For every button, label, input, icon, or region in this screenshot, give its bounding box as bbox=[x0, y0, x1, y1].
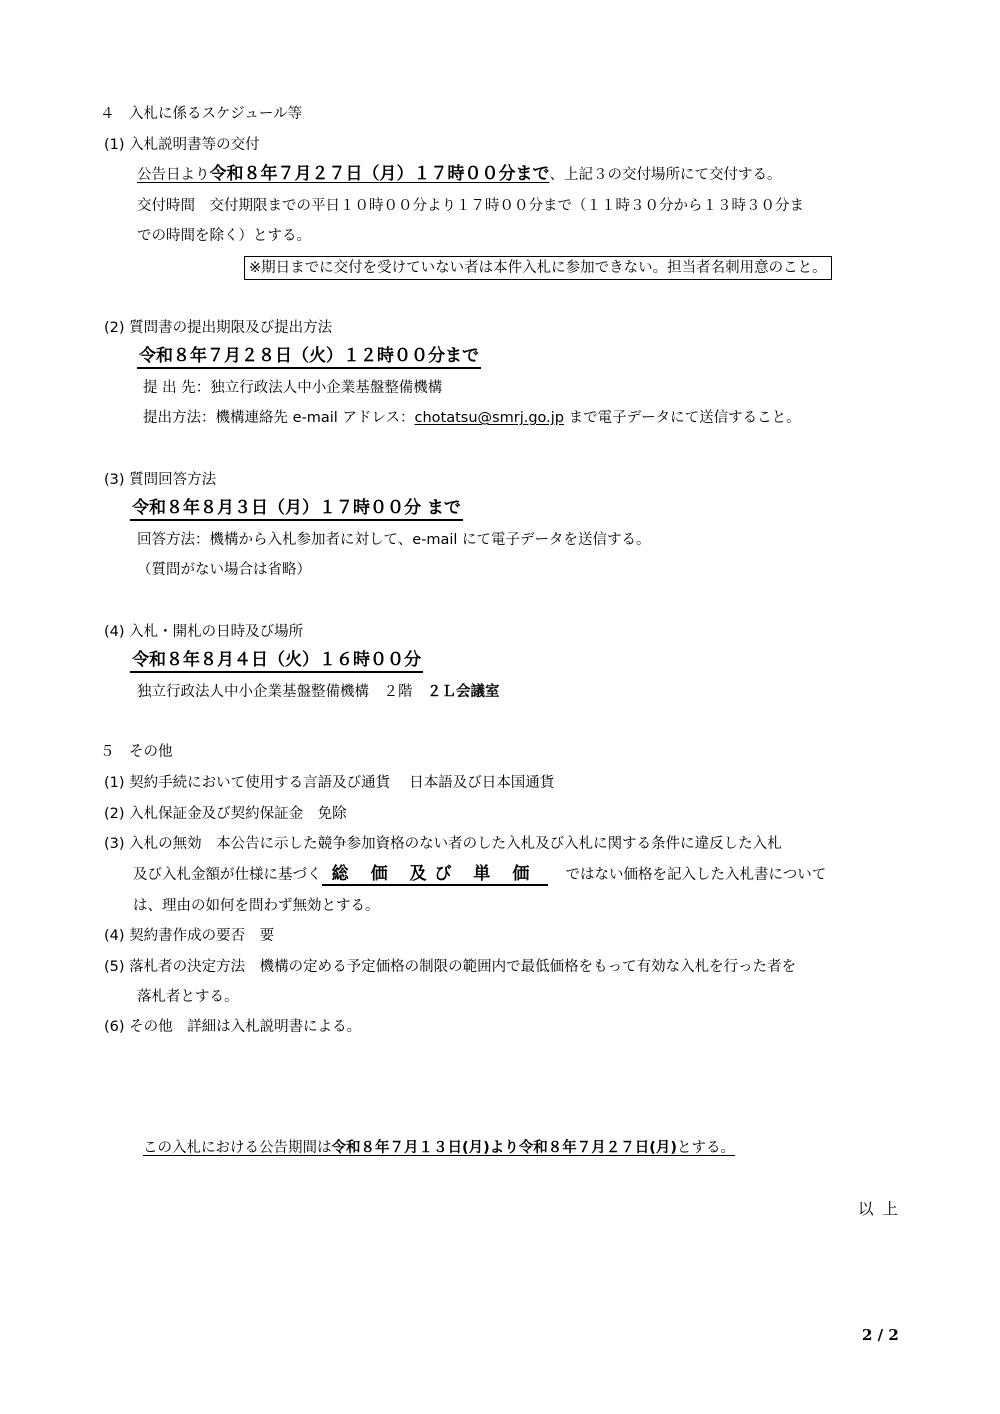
invalid-bid-suffix: ではない価格を記入した入札書について bbox=[565, 867, 827, 883]
opening-datetime-text: 令和８年８月４日（火）１６時００分 bbox=[130, 650, 423, 673]
item-4-1-line3: での時間を除く）とする。 bbox=[137, 228, 311, 244]
notice-box bbox=[244, 256, 832, 280]
opening-room: ２Ｌ会議室 bbox=[427, 684, 500, 700]
method-prefix: 機構連絡先 e-mail アドレス： bbox=[215, 410, 415, 426]
section-4-heading: ４ 入札に係るスケジュール等 bbox=[100, 106, 303, 122]
answer-deadline bbox=[130, 498, 463, 521]
distribution-deadline: 令和８年７月２７日（月）１７時００分まで bbox=[209, 164, 550, 184]
item-4-1-line2: 交付時間 交付期限までの平日１０時００分より１７時００分まで（１１時３０分から１３時３０分ま bbox=[137, 198, 804, 214]
opening-place bbox=[137, 682, 500, 702]
notice-text: ※期日までに交付を受けていない者は本件入札に参加できない。担当者名刺用意のこと。 bbox=[244, 256, 832, 280]
item-4-2-label: (2) 質問書の提出期限及び提出方法 bbox=[104, 320, 333, 336]
item-5-5-line1: (5) 落札者の決定方法 機構の定める予定価格の制限の範囲内で最低価格をもって有効な入札を行った者を bbox=[104, 959, 797, 975]
period-prefix: この入札における公告期間は bbox=[143, 1140, 332, 1156]
item-5-1: (1) 契約手続において使用する言語及び通貨 日本語及び日本国通貨 bbox=[104, 775, 555, 791]
submission-destination bbox=[143, 378, 442, 398]
period-suffix: とする。 bbox=[677, 1140, 736, 1156]
item-5-6: (6) その他 詳細は入札説明書による。 bbox=[104, 1019, 362, 1035]
question-deadline-text: 令和８年７月２８日（火）１２時００分まで bbox=[137, 346, 481, 369]
submission-method bbox=[143, 408, 801, 428]
answer-method: 回答方法：機構から入札参加者に対して、e-mail にて電子データを送信する。 bbox=[137, 532, 651, 548]
destination-label: 提 出 先： bbox=[143, 380, 211, 396]
distribution-period-prefix: 公告日より bbox=[137, 167, 210, 183]
page-number: 2 / 2 bbox=[862, 1326, 899, 1344]
item-5-3-line2 bbox=[133, 864, 826, 886]
answer-note: （質問がない場合は省略） bbox=[137, 562, 311, 578]
method-suffix: まで電子データにて送信すること。 bbox=[568, 410, 801, 426]
destination-value: 独立行政法人中小企業基盤整備機構 bbox=[210, 380, 443, 396]
item-5-3-line1: (3) 入札の無効 本公告に示した競争参加資格のない者のした入札及び入札に関する条件に違反した入札 bbox=[104, 836, 782, 852]
item-5-2: (2) 入札保証金及び契約保証金 免除 bbox=[104, 806, 347, 822]
email-link[interactable]: chotatsu@smrj.go.jp bbox=[414, 410, 564, 426]
item-4-4-label: (4) 入札・開札の日時及び場所 bbox=[104, 624, 304, 640]
answer-deadline-text: 令和８年８月３日（月）１７時００分 まで bbox=[130, 498, 463, 521]
opening-place-prefix: 独立行政法人中小企業基盤整備機構 ２階 bbox=[137, 684, 427, 700]
item-4-1-label: (1) 入札説明書等の交付 bbox=[104, 137, 260, 153]
period-dates: 令和８年７月１３日(月)より令和８年７月２７日(月) bbox=[331, 1140, 678, 1156]
invalid-bid-prefix: 及び入札金額が仕様に基づく bbox=[133, 867, 322, 883]
price-basis: 総 価 及び 単 価 bbox=[322, 864, 548, 886]
item-5-4: (4) 契約書作成の要否 要 bbox=[104, 928, 275, 944]
distribution-period-suffix: 、上記３の交付場所にて交付する。 bbox=[549, 167, 782, 183]
opening-datetime bbox=[130, 650, 423, 673]
section-5-heading: ５ その他 bbox=[100, 744, 173, 760]
announcement-period bbox=[143, 1138, 735, 1158]
item-4-3-label: (3) 質問回答方法 bbox=[104, 472, 217, 488]
question-deadline bbox=[137, 346, 481, 369]
item-5-3-line3: は、理由の如何を問わず無効とする。 bbox=[133, 898, 380, 914]
method-label: 提出方法： bbox=[143, 410, 216, 426]
closing-mark: 以 上 bbox=[858, 1200, 900, 1218]
item-5-5-line2: 落札者とする。 bbox=[137, 989, 239, 1005]
item-4-1-line1 bbox=[137, 164, 782, 185]
